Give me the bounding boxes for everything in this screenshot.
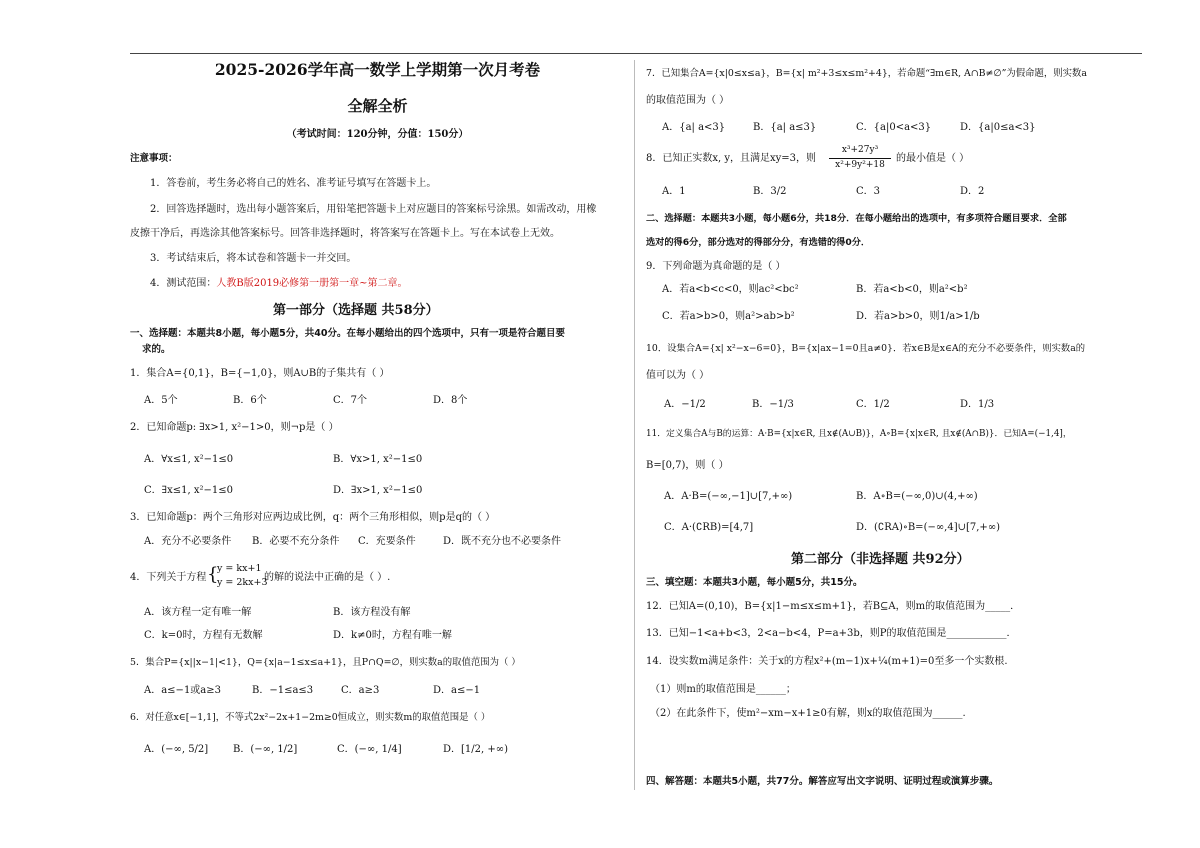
question-option: D．[1/2, +∞): [443, 744, 508, 755]
question-stem: 12．已知A=(0,10)，B={x|1−m≤x≤m+1}，若B⊆A，则m的取值范围为_____．: [646, 601, 1021, 612]
question-option: D．2: [960, 186, 985, 197]
question-option: D．∃x>1, x²−1≤0: [333, 485, 423, 496]
question-option: D．{a|0≤a<3}: [960, 122, 1036, 133]
section1-heading: 一、选择题：本题共8小题，每小题5分，共40分。在每小题给出的四个选项中，只有一项是符合题目要: [130, 328, 565, 339]
question-stem-cont: B=[0,7)，则（ ）: [646, 460, 729, 471]
question-stem-suffix: 的最小值是（ ）: [896, 153, 970, 164]
section4-heading: 四、解答题：本题共5小题，共77分。解答应写出文字说明、证明过程或演算步骤。: [646, 776, 999, 787]
exam-subtitle: 全解全析: [347, 97, 408, 115]
question-stem-cont: 的取值范围为（ ）: [646, 95, 730, 106]
question-subpart: （2）在此条件下，使m²−xm−x+1≥0有解，则x的取值范围为______.: [650, 708, 966, 719]
equation-line: y = kx+1: [217, 563, 262, 574]
question-option: A．(−∞, 5/2]: [144, 744, 209, 755]
part1-title: 第一部分（选择题 共58分）: [273, 303, 439, 318]
question-option: A．A·B=(−∞,−1]∪[7,+∞): [664, 491, 793, 502]
question-option: B．6个: [233, 395, 267, 406]
column-divider: [634, 60, 635, 790]
note-item-scope-text: 人教B版2019必修第一册第一章~第二章。: [216, 278, 408, 289]
question-option: C．(−∞, 1/4]: [337, 744, 402, 755]
question-option: A．1: [662, 186, 686, 197]
question-stem-prefix: 8．已知正实数x, y，且满足xy=3，则: [646, 153, 817, 164]
question-option: C．充要条件: [358, 536, 416, 547]
question-option: C．k=0时，方程有无数解: [144, 630, 263, 641]
question-stem: 13．已知−1<a+b<3，2<a−b<4，P=a+3b，则P的取值范围是____________．: [646, 628, 1017, 639]
question-option: B．该方程没有解: [333, 607, 411, 618]
question-option: D．1/3: [960, 399, 995, 410]
question-option: C．若a>b>0，则a²>ab>b²: [662, 311, 795, 322]
question-stem: 10．设集合A={x| x²−x−6=0}，B={x|ax−1=0且a≠0}．若x∈B是x∈A的充分不必要条件，则实数a的: [646, 343, 1086, 354]
left-column: [130, 0, 625, 848]
note-item-scope: [150, 277, 408, 290]
question-option: C．1/2: [856, 399, 890, 410]
question-option: C．∃x≤1, x²−1≤0: [144, 485, 233, 496]
question-option: B．若a<b<0，则a²<b²: [856, 284, 968, 295]
question-option: B．∀x>1, x²−1≤0: [333, 454, 423, 465]
exam-meta: （考试时间：120分钟，分值：150分）: [286, 129, 469, 140]
question-stem-suffix: 的解的说法中正确的是（ ）.: [264, 572, 391, 583]
right-column: [646, 0, 1146, 848]
question-option: A．该方程一定有唯一解: [144, 607, 252, 618]
question-option: B．{a| a≤3}: [753, 122, 817, 133]
question-stem: 7．已知集合A={x|0≤x≤a}，B={x| m²+3≤x≤m²+4}，若命题“∃m∈R, A∩B≠∅”为假命题，则实数a: [646, 68, 1087, 79]
question-stem: 9．下列命题为真命题的是（ ）: [646, 261, 786, 272]
notes-heading: 注意事项：: [130, 153, 178, 164]
question-option: A．{a| a<3}: [662, 122, 726, 133]
note-item: 1．答卷前，考生务必将自己的姓名、准考证号填写在答题卡上。: [150, 178, 437, 189]
question-option: D．(∁RA)∘B=(−∞,4]∪[7,+∞): [856, 522, 1001, 533]
fraction-bar: [829, 158, 891, 159]
question-option: B．−1≤a≤3: [252, 685, 314, 696]
question-option: D．若a>b>0，则1/a>1/b: [856, 311, 980, 322]
question-option: C．a≥3: [341, 685, 380, 696]
question-option: D．既不充分也不必要条件: [443, 536, 562, 547]
note-item: 皮擦干净后，再选涂其他答案标号。回答非选择题时，将答案写在答题卡上。写在本试卷上无效。: [130, 228, 560, 239]
note-item: 2．回答选择题时，选出每小题答案后，用铅笔把答题卡上对应题目的答案标号涂黑。如需改动，用橡: [150, 204, 597, 215]
question-option: D．8个: [433, 395, 468, 406]
brace-icon: {: [207, 564, 219, 585]
part2-title: 第二部分（非选择题 共92分）: [791, 552, 970, 567]
question-option: B．(−∞, 1/2]: [233, 744, 298, 755]
question-option: A．若a<b<c<0，则ac²<bc²: [662, 284, 799, 295]
question-stem: 5．集合P={x||x−1|<1}，Q={x|a−1≤x≤a+1}，且P∩Q=∅，则实数a的取值范围为（ ）: [130, 657, 521, 668]
question-stem: 1．集合A={0,1}，B={−1,0}，则A∪B的子集共有（ ）: [130, 368, 390, 379]
question-stem-prefix: 4．下列关于方程: [130, 572, 207, 583]
question-option: C．A·(∁RB)=[4,7]: [664, 522, 754, 533]
question-stem: 2．已知命题p: ∃x>1, x²−1>0，则¬p是（ ）: [130, 422, 339, 433]
question-stem: 6．对任意x∈[−1,1]，不等式2x²−2x+1−2m≥0恒成立，则实数m的取值范围是（ ）: [130, 712, 491, 723]
question-option: A．−1/2: [664, 399, 706, 410]
question-option: B．必要不充分条件: [252, 536, 340, 547]
equation-line: y = 2kx+3: [217, 577, 268, 588]
question-option: B．A∘B=(−∞,0)∪(4,+∞): [856, 491, 978, 502]
section3-heading: 三、填空题：本题共3小题，每小题5分，共15分。: [646, 577, 863, 588]
question-stem-cont: 值可以为（ ）: [646, 370, 710, 381]
fraction-numerator: x³+27y³: [841, 145, 879, 155]
question-stem: 14．设实数m满足条件：关于x的方程x²+(m−1)x+¼(m+1)=0至多一个实数根.: [646, 656, 1008, 667]
question-option: A．∀x≤1, x²−1≤0: [144, 454, 234, 465]
question-option: C．3: [856, 186, 881, 197]
question-option: C．7个: [333, 395, 368, 406]
question-subpart: （1）则m的取值范围是______；: [650, 684, 796, 695]
question-option: A．充分不必要条件: [144, 536, 232, 547]
question-option: C．{a|0<a<3}: [856, 122, 932, 133]
section2-heading: 二、选择题：本题共3小题，每小题6分，共18分．在每小题给出的选项中，有多项符合题目要求．全部: [646, 213, 1067, 224]
section1-heading-cont: 求的。: [142, 344, 171, 355]
question-option: B．−1/3: [752, 399, 794, 410]
note-item: 3．考试结束后，将本试卷和答题卡一并交回。: [150, 253, 357, 264]
question-option: A．a≤−1或a≥3: [144, 685, 222, 696]
question-option: A．5个: [144, 395, 178, 406]
question-option: B．3/2: [753, 186, 787, 197]
question-stem: 3．已知命题p：两个三角形对应两边成比例，q：两个三角形相似，则p是q的（ ）: [130, 512, 496, 523]
section2-heading-cont: 选对的得6分，部分选对的得部分分，有选错的得0分．: [646, 237, 871, 248]
question-option: D．a≤−1: [433, 685, 481, 696]
question-option: D．k≠0时，方程有唯一解: [333, 630, 452, 641]
question-stem: 11．定义集合A与B的运算：A·B={x|x∈R, 且x∉(A∪B)}，A∘B={x|x∈R, 且x∉(A∩B)}．已知A=(−1,4]，: [646, 429, 1072, 439]
fraction-denominator: x²+9y²+18: [835, 160, 885, 170]
exam-title: 2025-2026学年高一数学上学期第一次月考卷: [214, 60, 541, 79]
note-item-scope-prefix: 4．测试范围：: [150, 278, 217, 289]
